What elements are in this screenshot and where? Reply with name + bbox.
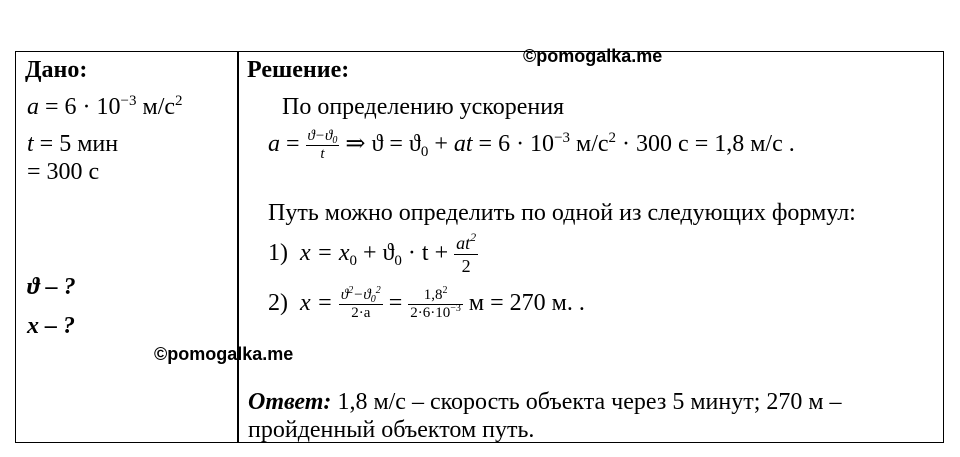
solution-intro: По определению ускорения [282,94,565,120]
path-formula-2: 2) x = $\frac{ϑ^2-ϑ_0^2}{2\cdot a}$ = $\frac{1,8^2}{2\cdot 6\cdot 10^{-3}}$ м = 270 м. . [268,285,585,321]
answer-line-1 [248,388,842,416]
column-divider [237,51,239,443]
find-velocity: ϑ – ? [27,274,76,300]
given-time: t = 5 мин [27,131,119,157]
velocity-fraction: $\frac{ϑ-ϑ_0}{t}$ [307,128,338,162]
answer-label: Ответ: [248,389,332,415]
given-acceleration: $a = 6 \cdot 10^{-3}$ $м/с^2$ [27,93,183,120]
acceleration-time-fraction: $\frac{at^2}{2}$ [456,230,477,276]
velocity-squared-fraction: $\frac{ϑ^2-ϑ_0^2}{2\cdot a}$ [340,285,381,321]
path-intro: Путь можно определить по одной из следующих формул: [268,200,856,226]
answer-line-2: пройденный объектом путь. [248,417,535,443]
given-header: Дано: [25,57,88,83]
find-distance: x – ? [27,313,75,339]
path-formula-1: 1) $x = x_0 + ϑ_0 \cdot t$ + $\frac{at^2}{2}$ [268,230,477,276]
solution-header: Решение: [247,57,350,83]
numeric-fraction: $\frac{1,8^2}{2\cdot 6\cdot 10^{-3}}$ [410,285,461,321]
watermark-bottom: ©pomogalka.me [154,344,294,364]
answer-text: 1,8 м/с – скорость объекта через 5 минут; 270 м – [331,389,842,415]
acceleration-equation: a = $\frac{ϑ-ϑ_0}{t}$ ⇒ $ϑ = ϑ_0$ + at = $6 \cdot 10^{-3}$ $м/с^2 \cdot 300$ с = 1,8 м/с . [268,128,795,162]
watermark-top: ©pomogalka.me [523,46,663,66]
given-time-seconds: = 300 с [27,159,100,185]
